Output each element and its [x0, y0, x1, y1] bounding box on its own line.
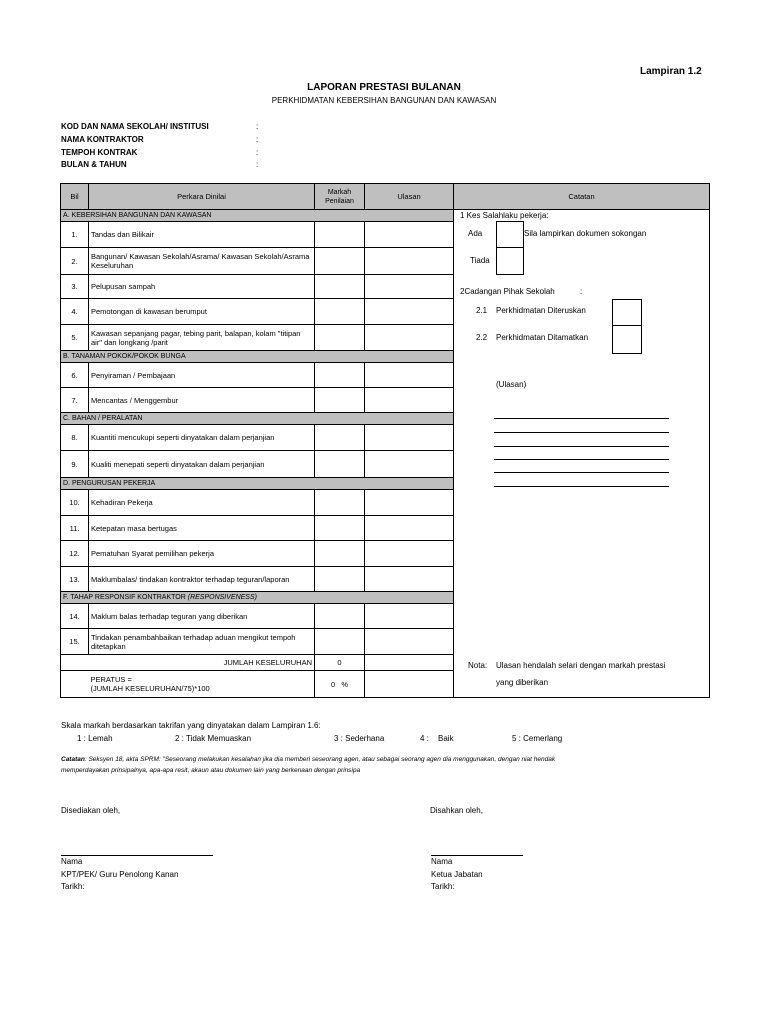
- peratus-number: 0: [330, 679, 336, 689]
- catatan-tiada: Tiada: [470, 256, 490, 265]
- field-label-tempoh: TEMPOH KONTRAK: [61, 148, 138, 157]
- section-f-italic: (RESPONSIVENESS): [187, 594, 257, 601]
- ulasan-line[interactable]: [494, 418, 669, 419]
- peratus-label-2: (JUMLAH KESELURUHAN/75)*100: [90, 684, 210, 693]
- ulasan-input[interactable]: [365, 248, 454, 275]
- markah-input[interactable]: [315, 363, 365, 388]
- row-bil: 4.: [61, 299, 89, 325]
- ulasan-input[interactable]: [365, 567, 454, 592]
- ulasan-input[interactable]: [365, 516, 454, 541]
- row-bil: 15.: [61, 629, 89, 655]
- left-nama: Nama: [61, 857, 83, 866]
- catatan-sila: Sila lampirkan dokumen sokongan: [524, 229, 647, 238]
- row-text: Kualiti menepati seperti dinyatakan dalam perjanjian: [89, 451, 315, 478]
- peratus-unit: %: [341, 679, 349, 689]
- catatan-footer-1: [61, 756, 721, 763]
- markah-input[interactable]: [315, 629, 365, 655]
- left-tarikh: Tarikh:: [61, 882, 85, 891]
- row-text: Pemotongan di kawasan berumput: [89, 299, 315, 325]
- field-colon: :: [256, 135, 259, 144]
- ulasan-input[interactable]: [365, 490, 454, 516]
- ulasan-input[interactable]: [365, 325, 454, 351]
- row-text: Tandas dan Bilikair: [89, 222, 315, 248]
- ditamatkan-checkbox[interactable]: [612, 325, 642, 354]
- left-signature-line[interactable]: [61, 855, 213, 856]
- right-nama: Nama: [431, 857, 453, 866]
- col-markah: Markah Penilaian: [315, 184, 365, 210]
- row-text: Pelupusan sampah: [89, 275, 315, 299]
- nota-label: Nota:: [468, 661, 488, 670]
- right-tarikh: Tarikh:: [431, 882, 455, 891]
- row-bil: 11.: [61, 516, 89, 541]
- scale-4-num: 4 :: [420, 734, 429, 743]
- scale-intro: Skala markah berdasarkan takrifan yang dinyatakan dalam Lampiran 1.6:: [61, 721, 321, 730]
- scale-4-label: Baik: [438, 734, 454, 743]
- disediakan-title: Disediakan oleh,: [61, 806, 121, 815]
- ulasan-line[interactable]: [494, 446, 669, 447]
- peratus-label-1: PERATUS =: [90, 675, 132, 684]
- tiada-checkbox[interactable]: [496, 247, 524, 275]
- row-text: Kehadiran Pekerja: [89, 490, 315, 516]
- ulasan-input[interactable]: [365, 451, 454, 478]
- section-d: D. PENGURUSAN PEKERJA: [61, 478, 454, 490]
- row-bil: 6.: [61, 363, 89, 388]
- lampiran-label: Lampiran 1.2: [640, 66, 702, 77]
- ulasan-input[interactable]: [365, 388, 454, 413]
- opt2-num: 2.2: [476, 333, 488, 342]
- col-ulasan: Ulasan: [365, 184, 454, 210]
- field-label-kontraktor: NAMA KONTRAKTOR: [61, 135, 144, 144]
- row-bil: 9.: [61, 451, 89, 478]
- section-a: A. KEBERSIHAN BANGUNAN DAN KAWASAN: [61, 210, 454, 222]
- field-colon: :: [256, 122, 259, 131]
- ulasan-input[interactable]: [365, 275, 454, 299]
- catatan-footer-2: memperdayakan prinsipalnya, apa-apa resit, akaun atau dokumen lain yang berkenaan dengan prinsipa: [61, 767, 361, 774]
- peratus-value[interactable]: [315, 671, 365, 698]
- ulasan-input[interactable]: [365, 299, 454, 325]
- row-bil: 14.: [61, 604, 89, 629]
- markah-input[interactable]: [315, 567, 365, 592]
- markah-input[interactable]: [315, 604, 365, 629]
- row-text: Maklum balas terhadap teguran yang diberikan: [89, 604, 315, 629]
- markah-input[interactable]: [315, 541, 365, 567]
- row-bil: 3.: [61, 275, 89, 299]
- field-label-bulan: BULAN & TAHUN: [61, 160, 127, 169]
- row-bil: 5.: [61, 325, 89, 351]
- catatan-cell: [454, 210, 710, 698]
- nota-line-1: Ulasan hendalah selari dengan markah prestasi: [496, 661, 666, 670]
- catatan-q2: 2Cadangan Pihak Sekolah: [460, 287, 555, 296]
- catatan-q2-colon: :: [580, 287, 583, 296]
- row-bil: 8.: [61, 425, 89, 451]
- ulasan-input[interactable]: [365, 629, 454, 655]
- catatan-footer-text1: : Seksyen 18, akta SPRM: "Seseorang melakukan kesalahan jika dia memberi seseorang agen, atau sebagai seorang agen dia menggunakan, dengan niat hendak: [84, 756, 556, 763]
- catatan-q1: 1 Kes Salahlaku pekerja:: [460, 211, 549, 220]
- markah-input[interactable]: [315, 325, 365, 351]
- col-catatan: Catatan: [454, 184, 710, 210]
- right-signature-line[interactable]: [431, 855, 523, 856]
- catatan-footer-label: Catatan: [61, 756, 85, 763]
- markah-input[interactable]: [315, 222, 365, 248]
- row-text: Maklumbalas/ tindakan kontraktor terhadap teguran/laporan: [89, 567, 315, 592]
- markah-input[interactable]: [315, 425, 365, 451]
- left-role: KPT/PEK/ Guru Penolong Kanan: [61, 870, 179, 879]
- field-colon: :: [256, 160, 259, 169]
- opt1-num: 2.1: [476, 306, 488, 315]
- nota-line-2: yang diberikan: [496, 678, 549, 687]
- markah-input[interactable]: [315, 451, 365, 478]
- row-bil: 10.: [61, 490, 89, 516]
- row-text: Pematuhan Syarat pemilihan pekerja: [89, 541, 315, 567]
- jumlah-value[interactable]: 0: [315, 655, 365, 671]
- page-title: LAPORAN PRESTASI BULANAN: [307, 82, 461, 93]
- markah-input[interactable]: [315, 248, 365, 275]
- catatan-ada: Ada: [468, 229, 483, 238]
- row-bil: 12.: [61, 541, 89, 567]
- section-b: B. TANAMAN POKOK/POKOK BUNGA: [61, 351, 454, 363]
- scale-2: 2 : Tidak Memuaskan: [175, 734, 252, 743]
- diteruskan-checkbox[interactable]: [612, 299, 642, 327]
- markah-input[interactable]: [315, 299, 365, 325]
- disahkan-title: Disahkan oleh,: [430, 806, 483, 815]
- ulasan-heading: (Ulasan): [496, 380, 527, 389]
- row-bil: 1.: [61, 222, 89, 248]
- peratus-label: [89, 671, 315, 698]
- row-text: Ketepatan masa bertugas: [89, 516, 315, 541]
- ulasan-line[interactable]: [494, 459, 669, 460]
- opt2-label: Perkhidmatan Ditamatkan: [496, 333, 589, 342]
- col-bil: Bil: [61, 184, 89, 210]
- ulasan-input[interactable]: [365, 604, 454, 629]
- row-text: Kuantiti mencukupi seperti dinyatakan dalam perjanjian: [89, 425, 315, 451]
- row-text: Mencantas / Menggembur: [89, 388, 315, 413]
- row-text: Penyiraman / Pembajaan: [89, 363, 315, 388]
- opt1-label: Perkhidmatan Diteruskan: [496, 306, 586, 315]
- markah-input[interactable]: [315, 516, 365, 541]
- ulasan-input[interactable]: [365, 541, 454, 567]
- scale-3: 3 : Sederhana: [334, 734, 385, 743]
- markah-input[interactable]: [315, 388, 365, 413]
- section-c: C. BAHAN / PERALATAN: [61, 413, 454, 425]
- markah-input[interactable]: [315, 275, 365, 299]
- field-label-sekolah: KOD DAN NAMA SEKOLAH/ INSTITUSI: [61, 122, 209, 131]
- row-text: Tindakan penambahbaikan terhadap aduan mengikut tempoh ditetapkan: [89, 629, 315, 655]
- section-f: [61, 592, 454, 604]
- col-perkara: Perkara Dinilai: [89, 184, 315, 210]
- page-subtitle: PERKHIDMATAN KEBERSIHAN BANGUNAN DAN KAWASAN: [271, 96, 497, 105]
- markah-input[interactable]: [315, 490, 365, 516]
- right-role: Ketua Jabatan: [431, 870, 483, 879]
- row-bil: 7.: [61, 388, 89, 413]
- row-text: Bangunan/ Kawasan Sekolah/Asrama/ Kawasan Sekolah/Asrama Keseluruhan: [89, 248, 315, 275]
- evaluation-table: [60, 183, 710, 698]
- ulasan-input[interactable]: [365, 425, 454, 451]
- row-bil: 2.: [61, 248, 89, 275]
- jumlah-label: JUMLAH KESELURUHAN: [89, 655, 315, 671]
- ulasan-input[interactable]: [365, 222, 454, 248]
- ada-checkbox[interactable]: [496, 221, 524, 249]
- scale-5: 5 : Cemerlang: [512, 734, 563, 743]
- ulasan-line[interactable]: [494, 486, 669, 487]
- row-bil: 13.: [61, 567, 89, 592]
- row-text: Kawasan sepanjang pagar, tebing parit, balapan, kolam "titipan air" dan longkang /parit: [89, 325, 315, 351]
- ulasan-line[interactable]: [494, 432, 669, 433]
- ulasan-line[interactable]: [494, 472, 669, 473]
- section-f-label: F. TAHAP RESPONSIF KONTRAKTOR: [63, 594, 188, 601]
- field-colon: :: [256, 148, 259, 157]
- ulasan-input[interactable]: [365, 363, 454, 388]
- scale-1: 1 : Lemah: [77, 734, 113, 743]
